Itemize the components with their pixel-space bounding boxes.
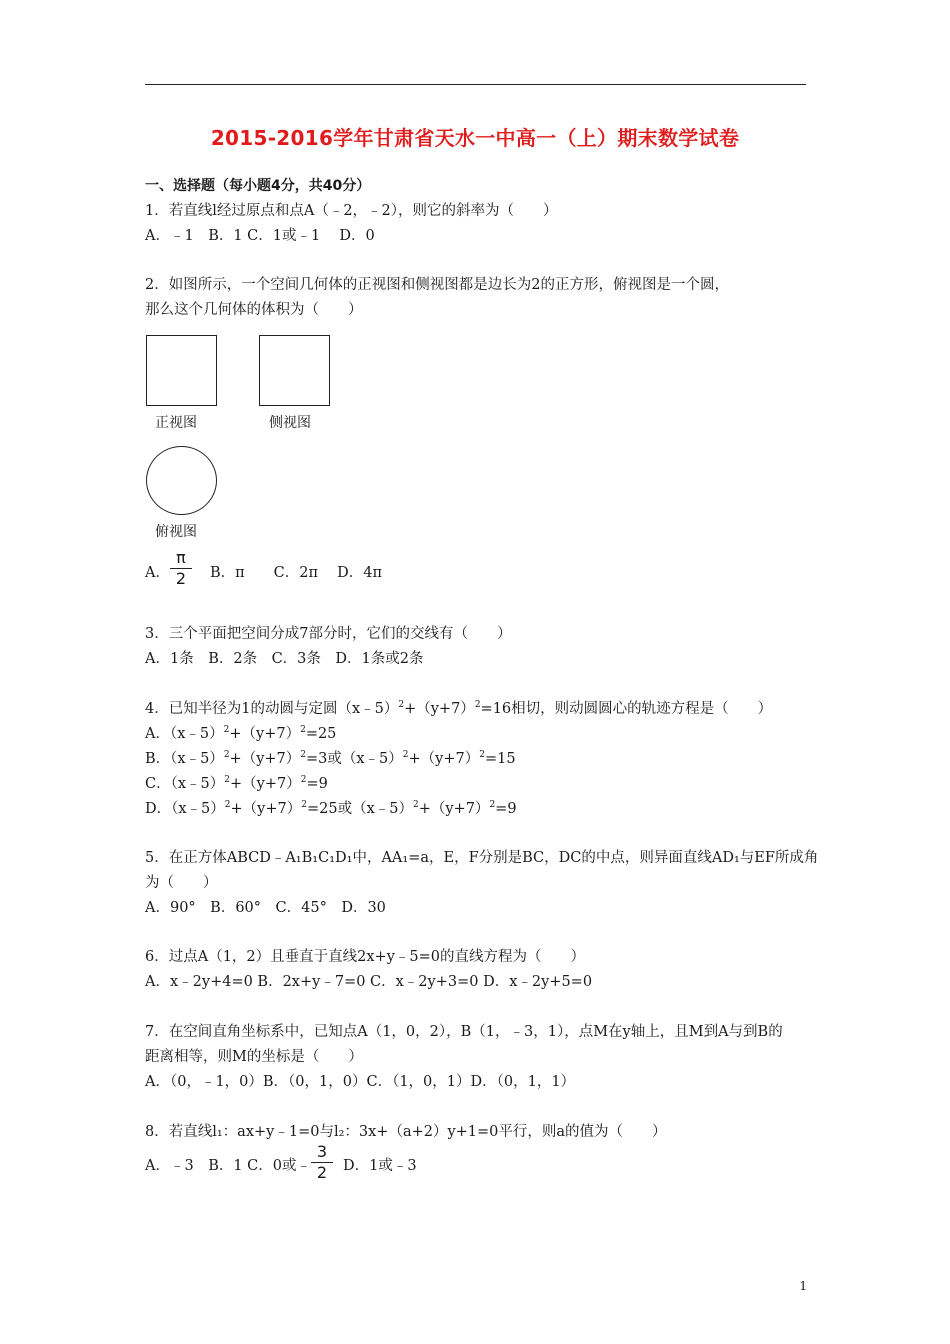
exponent: 2 [402,750,409,761]
q4-option-d [145,799,517,819]
q8-options-prefix: A．﹣3 B．1 C．0或﹣ [145,1158,312,1174]
q2-stem-line1: 2．如图所示，一个空间几何体的正视图和侧视图都是边长为2的正方形，俯视图是一个圆， [145,277,729,293]
option-part: =25或（x﹣5） [306,801,413,817]
q1-options: A．﹣1 B．1 C．1或﹣1 D．0 [145,228,375,244]
q2-stem-line2: 那么这个几何体的体积为（ ） [145,302,363,318]
exponent: 2 [398,700,405,711]
page-number: 1 [799,1279,807,1293]
exponent: 2 [489,800,496,811]
option-part: +（y+7） [230,801,302,817]
option-part: D．（x﹣5） [145,801,225,817]
front-view-label: 正视图 [155,415,197,431]
q7-stem-line2: 距离相等，则M的坐标是（ ） [145,1049,363,1065]
exponent: 2 [300,775,307,786]
option-part: =3或（x﹣5） [306,751,403,767]
side-view-square [259,335,330,406]
q6-stem: 6．过点A（1，2）且垂直于直线2x+y﹣5=0的直线方程为（ ） [145,949,585,965]
section-heading: 一、选择题（每小题4分，共40分） [145,178,371,194]
q7-options: A．（0，﹣1，0）B．（0，1，0）C．（1，0，1）D．（0，1，1） [145,1074,576,1090]
option-part: +（y+7） [408,751,480,767]
top-view-label: 俯视图 [155,524,197,540]
header-rule [145,84,806,85]
q1-stem: 1．若直线l经过原点和点A（﹣2，﹣2），则它的斜率为（ ） [145,203,558,219]
q8-stem: 8．若直线l₁：ax+y﹣1=0与l₂：3x+（a+2）y+1=0平行，则a的值为（ ） [145,1124,667,1140]
q4-stem-part: 4．已知半径为1的动圆与定圆（x﹣5） [145,701,399,717]
side-view-label: 侧视图 [269,415,311,431]
option-part: C．（x﹣5） [145,776,225,792]
q4-stem [145,699,772,719]
q3-stem: 3．三个平面把空间分成7部分时，它们的交线有（ ） [145,626,512,642]
q8-options-rest: D．1或﹣3 [343,1158,417,1174]
q7-stem-line1: 7．在空间直角坐标系中，已知点A（1，0，2），B（1，﹣3，1），点M在y轴上，且M到A与到B的 [145,1024,783,1040]
option-part: A．（x﹣5） [145,726,224,742]
top-view-circle [146,446,217,515]
exponent: 2 [300,725,306,736]
option-part: =25 [305,726,337,742]
exponent: 2 [474,700,481,711]
q5-stem-line2: 为（ ） [145,875,218,891]
exponent: 2 [300,750,306,761]
fraction-denominator: 2 [175,569,187,588]
exponent: 2 [223,750,230,761]
q4-option-a [145,724,336,744]
q2-options-rest: B．π C．2π D．4π [210,565,383,581]
exponent: 2 [301,800,307,811]
exponent: 2 [479,750,485,761]
q6-options: A．x﹣2y+4=0 B．2x+y﹣7=0 C．x﹣2y+3=0 D．x﹣2y+5=0 [145,974,593,990]
page-title: 2015-2016学年甘肃省天水一中高一（上）期末数学试卷 [210,126,740,150]
q5-options: A．90° B．60° C．45° D．30 [145,900,386,916]
q4-stem-part: =16相切，则动圆圆心的轨迹方程是（ ） [480,701,773,717]
fraction-denominator: 2 [316,1163,328,1182]
exponent: 2 [223,725,230,736]
option-part: =9 [306,776,328,792]
exponent: 2 [224,775,230,786]
exponent: 2 [412,800,419,811]
q8-option-c-fraction [311,1143,333,1182]
option-part: +（y+7） [229,726,301,742]
q4-option-b [145,749,516,769]
option-part: =15 [484,751,516,767]
option-part: +（y+7） [229,751,301,767]
option-part: B．（x﹣5） [145,751,224,767]
q2-option-a-fraction [170,549,192,588]
fraction-numerator: 3 [316,1142,328,1161]
exponent: 2 [224,800,231,811]
q4-stem-part: +（y+7） [404,701,475,717]
q3-options: A．1条 B．2条 C．3条 D．1条或2条 [145,651,424,667]
q4-option-c [145,774,328,794]
option-part: +（y+7） [229,776,301,792]
q2-option-a-prefix: A． [145,565,170,581]
q5-stem-line1: 5．在正方体ABCD﹣A₁B₁C₁D₁中，AA₁=a，E，F分别是BC，DC的中点，则异面直线AD₁与EF所成角 [145,850,819,866]
fraction-numerator: π [176,548,186,567]
option-part: +（y+7） [418,801,490,817]
front-view-square [146,335,217,406]
option-part: =9 [495,801,517,817]
